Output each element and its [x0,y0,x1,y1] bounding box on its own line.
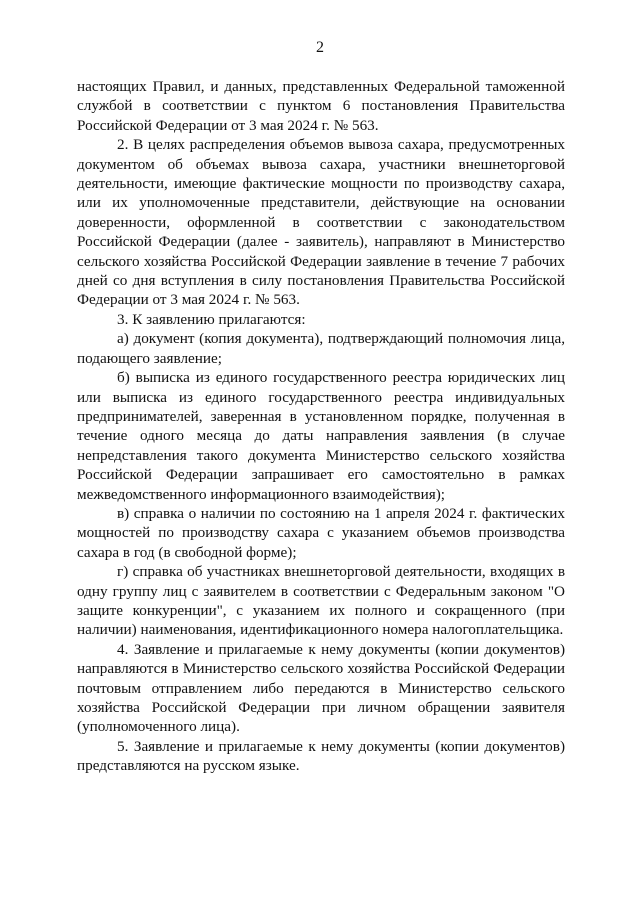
paragraph-item-3v: в) справка о наличии по состоянию на 1 апреля 2024 г. фактических мощностей по производству сахара с указанием объемов производства сахара в год (в свободной форме); [77,504,565,561]
paragraph-item-5: 5. Заявление и прилагаемые к нему документы (копии документов) представляются на русском языке. [77,737,565,775]
paragraph-item-3b: б) выписка из единого государственного реестра юридических лиц или выписка из единого государственного реестра индивидуальных предпринимателей, заверенная в установленном порядке, полученная в течение одного месяца до даты направления заявления (в случае непредставления такого документа Министерство сельского хозяйства Российской Федерации запрашивает его самостоятельно в рамках межведомственного информационного взаимодействия); [77,369,565,503]
paragraph-item-2: 2. В целях распределения объемов вывоза сахара, предусмотренных документом об объемах вывоза сахара, участники внешнеторговой деятельности, имеющие фактические мощности по производству сахара, или их уполномоченные представители, действующие на основании доверенности, оформленной в соответствии с законодательством Российской Федерации (далее - заявитель), направляют в Министерство сельского хозяйства Российской Федерации заявление в течение 7 рабочих дней со дня вступления в силу постановления Правительства Российской Федерации от 3 мая 2024 г. № 563. [77,136,565,309]
paragraph-item-3: 3. К заявлению прилагаются: [117,310,306,328]
paragraph-item-3g: г) справка об участниках внешнеторговой деятельности, входящих в одну группу лиц с заявителем в соответствии с Федеральным законом "О защите конкуренции", с указанием их полного и сокращенного (при наличии) наименования, идентификационного номера налогоплательщика. [77,563,565,639]
paragraph-continuation: настоящих Правил, и данных, представленных Федеральной таможенной службой в соответствии с пунктом 6 постановления Правительства Российской Федерации от 3 мая 2024 г. № 563. [77,78,565,134]
page-number: 2 [316,39,324,56]
paragraph-item-4: 4. Заявление и прилагаемые к нему документы (копии документов) направляются в Министерство сельского хозяйства Российской Федерации почтовым отправлением либо передаются в Министерство сельского хозяйства Российской Федерации при личном обращении заявителя (уполномоченного лица). [77,640,565,736]
paragraph-item-3a: а) документ (копия документа), подтверждающий полномочия лица, подающего заявление; [77,330,565,367]
document-body [77,77,565,776]
